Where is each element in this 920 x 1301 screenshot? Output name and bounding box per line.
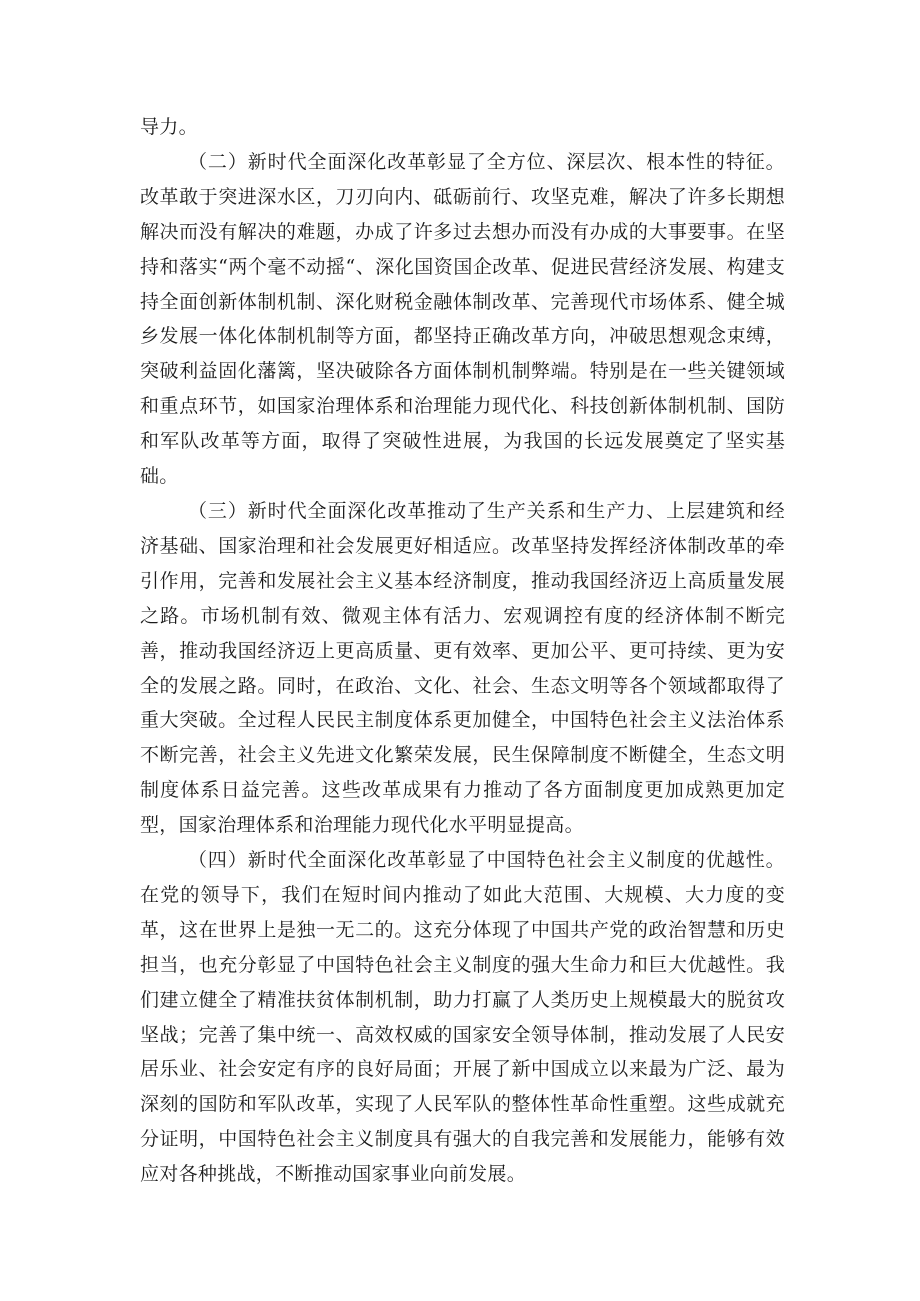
- paragraph-section-4: （四）新时代全面深化改革彰显了中国特色社会主义制度的优越性。在党的领导下，我们在短时间内推动了如此大范围、大规模、大力度的变革，这在世界上是独一无二的。这充分体现了中国共产党的政治智慧和历史担当，也充分彰显了中国特色社会主义制度的强大生命力和巨大优越性。我们建立健全了精准扶贫体制机制，助力打赢了人类历史上规模最大的脱贫攻坚战；完善了集中统一、高效权威的国家安全领导体制，推动发展了人民安居乐业、社会安定有序的良好局面；开展了新中国成立以来最为广泛、最为深刻的国防和军队改革，实现了人民军队的整体性革命性重塑。这些成就充分证明，中国特色社会主义制度具有强大的自我完善和发展能力，能够有效应对各种挑战，不断推动国家事业向前发展。: [140, 849, 785, 1186]
- paragraph-continuation: 导力。: [140, 116, 198, 138]
- paragraph-section-3: （三）新时代全面深化改革推动了生产关系和生产力、上层建筑和经济基础、国家治理和社会发展更好相适应。改革坚持发挥经济体制改革的牵引作用，完善和发展社会主义基本经济制度，推动我国经济迈上高质量发展之路。市场机制有效、微观主体有活力、宏观调控有度的经济体制不断完善，推动我国经济迈上更高质量、更有效率、更加公平、更可持续、更为安全的发展之路。同时，在政治、文化、社会、生态文明等各个领域都取得了重大突破。全过程人民民主制度体系更加健全，中国特色社会主义法治体系不断完善，社会主义先进文化繁荣发展，民生保障制度不断健全，生态文明制度体系日益完善。这些改革成果有力推动了各方面制度更加成熟更加定型，国家治理体系和治理能力现代化水平明显提高。: [140, 499, 785, 837]
- document-body: [140, 110, 785, 1192]
- paragraph-section-2: （二）新时代全面深化改革彰显了全方位、深层次、根本性的特征。改革敢于突进深水区，刀刃向内、砥砺前行、攻坚克难，解决了许多长期想解决而没有解决的难题，办成了许多过去想办而没有办成的大事要事。在坚持和落实“两个毫不动摇“、深化国资国企改革、促进民营经济发展、构建支持全面创新体制机制、深化财税金融体制改革、完善现代市场体系、健全城乡发展一体化体制机制等方面，都坚持正确改革方向，冲破思想观念束缚，突破利益固化藩篱，坚决破除各方面体制机制弊端。特别是在一些关键领域和重点环节，如国家治理体系和治理能力现代化、科技创新体制机制、国防和军队改革等方面，取得了突破性进展，为我国的长远发展奠定了坚实基础。: [140, 150, 785, 488]
